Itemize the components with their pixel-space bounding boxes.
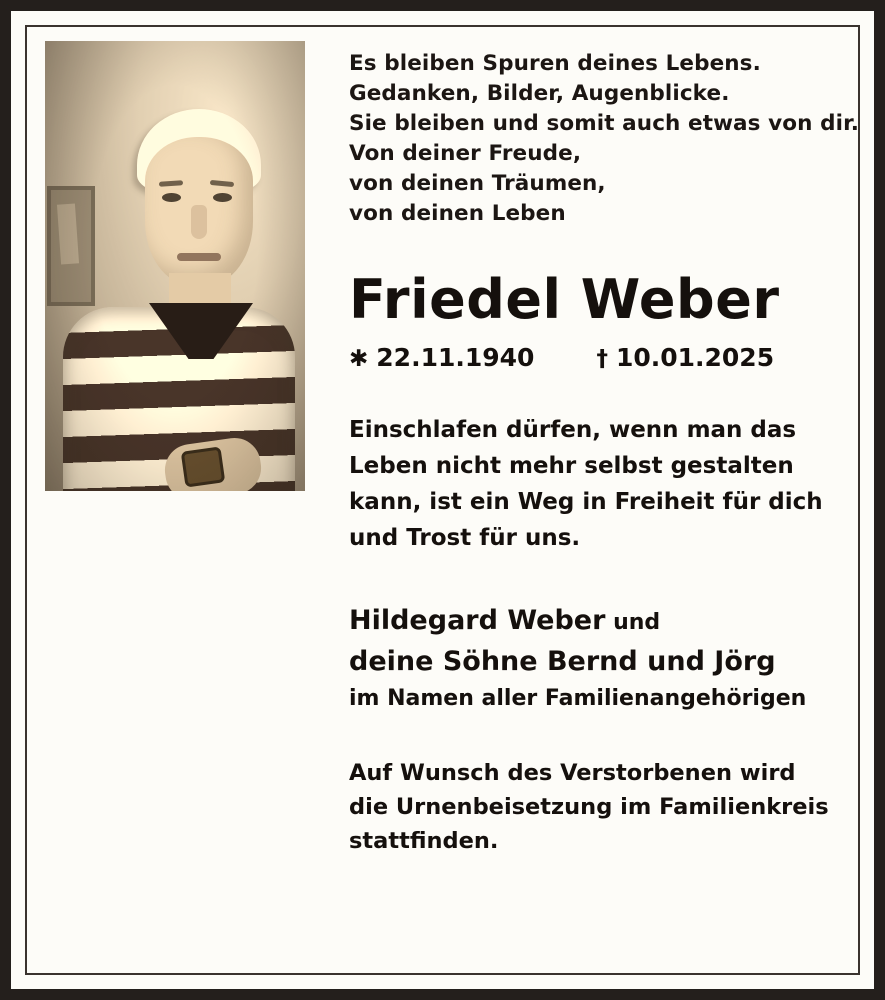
- closing-line: stattfinden.: [349, 828, 499, 854]
- cross-icon: †: [596, 346, 608, 372]
- deceased-name: Friedel Weber: [349, 268, 780, 331]
- family-block: [349, 602, 844, 716]
- verse-line: Sie bleiben und somit auch etwas von dir.: [349, 111, 859, 136]
- family-primary-name: Hildegard Weber: [349, 605, 606, 636]
- asterisk-icon: ✱: [349, 346, 369, 372]
- memorial-poem: [349, 412, 844, 556]
- birth-date-group: [349, 343, 534, 372]
- poem-line: und Trost für uns.: [349, 525, 581, 551]
- family-relatives-line: im Namen aller Familienangehörigen: [349, 686, 807, 711]
- poem-line: Leben nicht mehr selbst gestalten: [349, 453, 794, 479]
- closing-note: [349, 756, 844, 858]
- verse-line: Gedanken, Bilder, Augenblicke.: [349, 81, 730, 106]
- death-date: 10.01.2025: [615, 343, 775, 372]
- verse-line: von deinen Träumen,: [349, 171, 606, 196]
- closing-line: Auf Wunsch des Verstorbenen wird: [349, 760, 796, 786]
- life-dates: [349, 343, 844, 372]
- text-column: [349, 49, 859, 858]
- family-primary-suffix: und: [605, 610, 661, 635]
- family-sons-line: deine Söhne Bernd und Jörg: [349, 646, 776, 677]
- closing-line: die Urnenbeisetzung im Familienkreis: [349, 794, 829, 820]
- death-date-group: [596, 343, 774, 372]
- portrait-photo: [45, 41, 305, 491]
- photo-vignette: [45, 41, 305, 491]
- portrait-image: [45, 41, 305, 491]
- verse-line: Es bleiben Spuren deines Lebens.: [349, 51, 761, 76]
- poem-line: kann, ist ein Weg in Freiheit für dich: [349, 489, 823, 515]
- verse-line: Von deiner Freude,: [349, 141, 582, 166]
- family-primary-line: [349, 602, 844, 642]
- notice-content: [11, 11, 874, 989]
- verse-line: von deinen Leben: [349, 201, 566, 226]
- opening-verse: [349, 49, 859, 229]
- poem-line: Einschlafen dürfen, wenn man das: [349, 417, 797, 443]
- birth-date: 22.11.1940: [376, 343, 535, 372]
